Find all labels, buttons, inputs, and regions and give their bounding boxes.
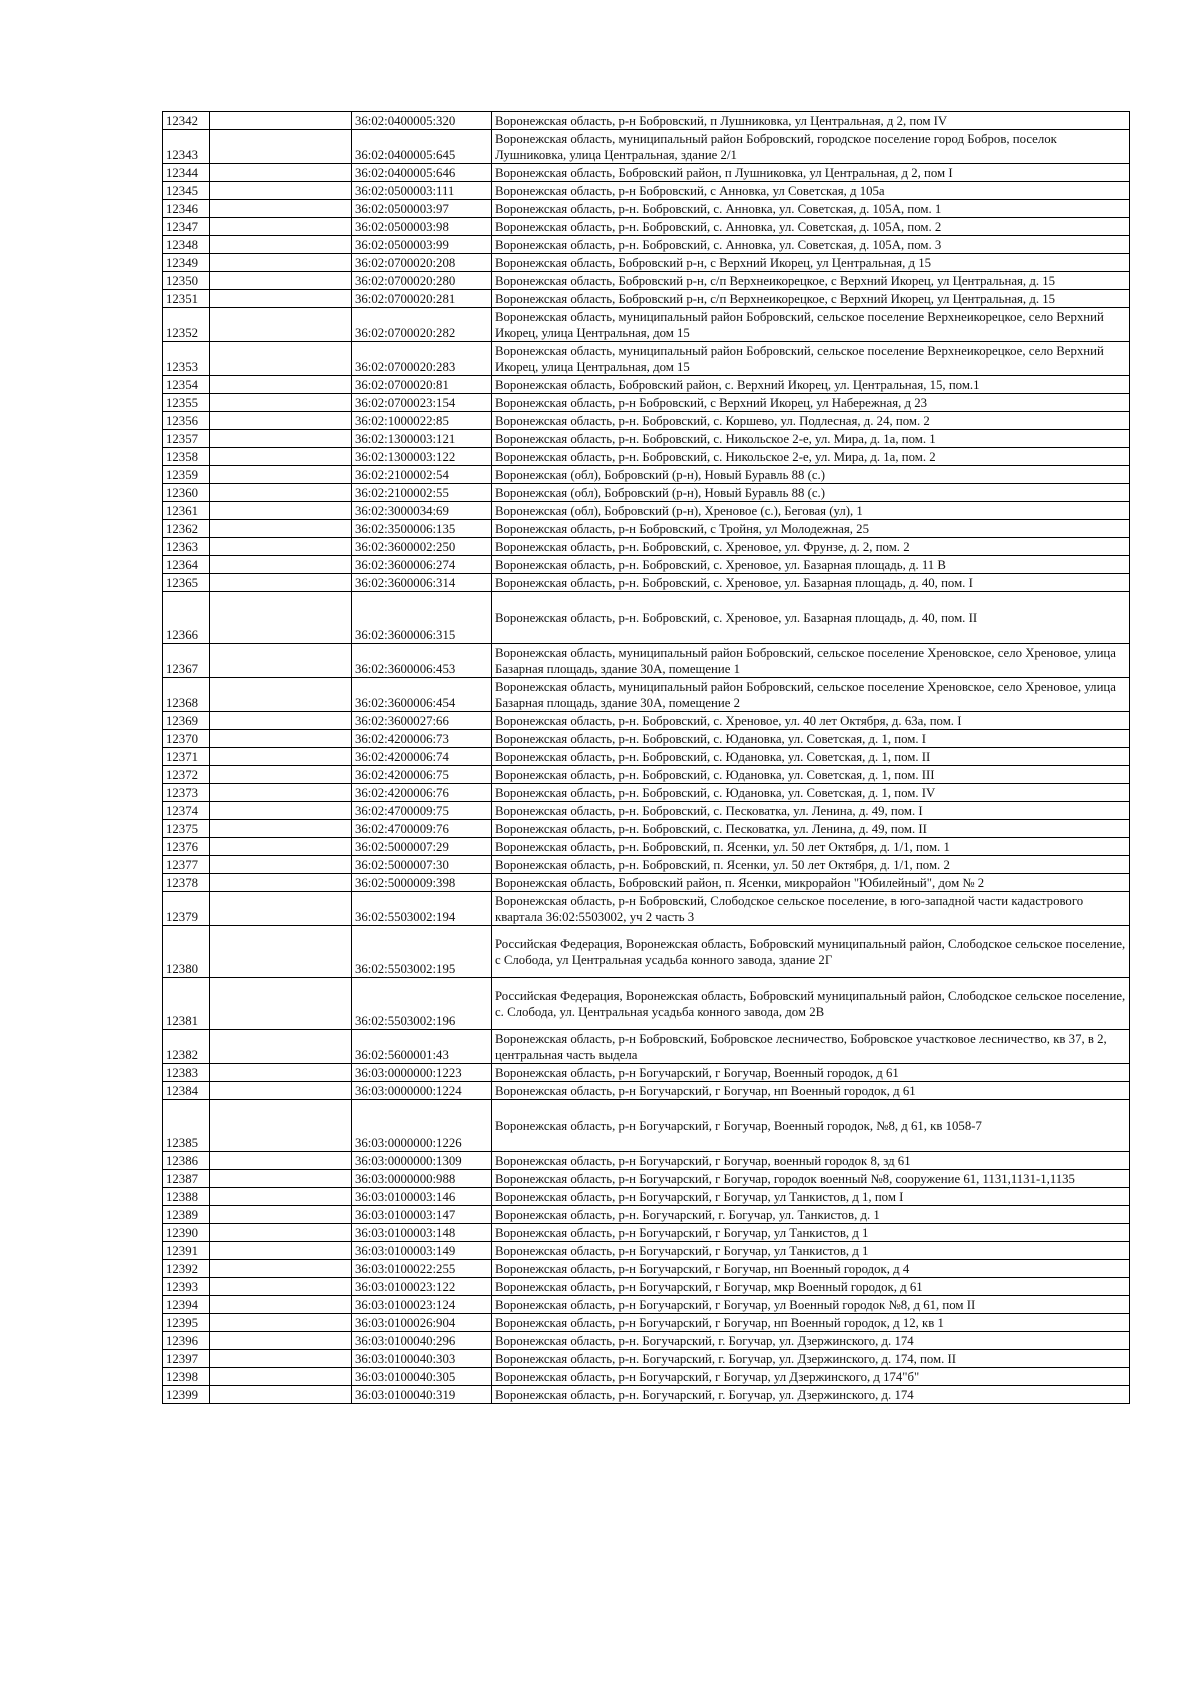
address-cell: Воронежская область, р-н Богучарский, г Богучар, городок военный №8, сооружение 61, 1131,1131-1,1135 <box>492 1170 1130 1188</box>
table-row <box>163 182 1130 200</box>
empty-cell <box>210 466 352 484</box>
cadastral-number-cell: 36:02:0400005:646 <box>352 164 492 182</box>
cadastral-number-cell: 36:03:0100023:124 <box>352 1296 492 1314</box>
table-row <box>163 236 1130 254</box>
table-row <box>163 412 1130 430</box>
row-number-cell: 12370 <box>163 730 210 748</box>
cadastral-number-cell: 36:02:5000009:398 <box>352 874 492 892</box>
empty-cell <box>210 892 352 926</box>
cadastral-number-cell: 36:02:5503002:195 <box>352 926 492 978</box>
cadastral-number-cell: 36:02:3600006:454 <box>352 678 492 712</box>
empty-cell <box>210 978 352 1030</box>
cadastral-number-cell: 36:02:0500003:97 <box>352 200 492 218</box>
address-cell: Воронежская область, р-н Богучарский, г Богучар, ул Танкистов, д 1, пом I <box>492 1188 1130 1206</box>
empty-cell <box>210 1152 352 1170</box>
table-row <box>163 342 1130 376</box>
cadastral-number-cell: 36:03:0100022:255 <box>352 1260 492 1278</box>
address-cell: Воронежская область, р-н. Бобровский, п. Ясенки, ул. 50 лет Октября, д. 1/1, пом. 2 <box>492 856 1130 874</box>
row-number-cell: 12397 <box>163 1350 210 1368</box>
row-number-cell: 12355 <box>163 394 210 412</box>
address-cell: Воронежская область, р-н. Бобровский, п. Ясенки, ул. 50 лет Октября, д. 1/1, пом. 1 <box>492 838 1130 856</box>
cadastral-number-cell: 36:02:0700020:280 <box>352 272 492 290</box>
table-row <box>163 978 1130 1030</box>
empty-cell <box>210 484 352 502</box>
row-number-cell: 12373 <box>163 784 210 802</box>
table-row <box>163 1332 1130 1350</box>
table-row <box>163 1100 1130 1152</box>
row-number-cell: 12358 <box>163 448 210 466</box>
table-row <box>163 892 1130 926</box>
empty-cell <box>210 712 352 730</box>
cadastral-number-cell: 36:03:0100003:147 <box>352 1206 492 1224</box>
row-number-cell: 12378 <box>163 874 210 892</box>
row-number-cell: 12383 <box>163 1064 210 1082</box>
row-number-cell: 12369 <box>163 712 210 730</box>
cadastral-number-cell: 36:02:4200006:75 <box>352 766 492 784</box>
row-number-cell: 12371 <box>163 748 210 766</box>
address-cell: Воронежская область, р-н Богучарский, г Богучар, Военный городок, №8, д 61, кв 1058-7 <box>492 1100 1130 1152</box>
row-number-cell: 12388 <box>163 1188 210 1206</box>
table-row <box>163 290 1130 308</box>
cadastral-number-cell: 36:02:2100002:54 <box>352 466 492 484</box>
cadastral-number-cell: 36:02:3600027:66 <box>352 712 492 730</box>
table-row <box>163 592 1130 644</box>
table-row <box>163 376 1130 394</box>
address-cell: Воронежская (обл), Бобровский (р-н), Новый Буравль 88 (с.) <box>492 466 1130 484</box>
cadastral-number-cell: 36:02:3600006:274 <box>352 556 492 574</box>
cadastral-number-cell: 36:02:3600006:315 <box>352 592 492 644</box>
address-cell: Воронежская область, р-н. Бобровский, с. Песковатка, ул. Ленина, д. 49, пом. I <box>492 802 1130 820</box>
row-number-cell: 12374 <box>163 802 210 820</box>
table-row <box>163 856 1130 874</box>
cadastral-number-cell: 36:02:0500003:98 <box>352 218 492 236</box>
cadastral-number-cell: 36:02:0700020:81 <box>352 376 492 394</box>
address-cell: Воронежская область, р-н Богучарский, г Богучар, ул Военный городок №8, д 61, пом II <box>492 1296 1130 1314</box>
address-cell: Воронежская область, р-н. Богучарский, г. Богучар, ул. Дзержинского, д. 174 <box>492 1332 1130 1350</box>
address-cell: Воронежская область, муниципальный район Бобровский, сельское поселение Верхнеикорецкое, село Верхний Икорец, улица Центральная, дом 15 <box>492 342 1130 376</box>
address-cell: Воронежская область, р-н Богучарский, г Богучар, нп Военный городок, д 61 <box>492 1082 1130 1100</box>
table-row <box>163 1314 1130 1332</box>
row-number-cell: 12398 <box>163 1368 210 1386</box>
address-cell: Воронежская область, р-н. Бобровский, с. Песковатка, ул. Ленина, д. 49, пом. II <box>492 820 1130 838</box>
empty-cell <box>210 1350 352 1368</box>
cadastral-number-cell: 36:02:5503002:194 <box>352 892 492 926</box>
table-row <box>163 926 1130 978</box>
cadastral-number-cell: 36:02:1300003:121 <box>352 430 492 448</box>
table-row <box>163 448 1130 466</box>
registry-table-body <box>163 112 1130 1404</box>
row-number-cell: 12352 <box>163 308 210 342</box>
empty-cell <box>210 342 352 376</box>
cadastral-number-cell: 36:02:3600006:314 <box>352 574 492 592</box>
empty-cell <box>210 1242 352 1260</box>
address-cell: Воронежская область, Бобровский р-н, с/п Верхнеикорецкое, с Верхний Икорец, ул Центральная, д. 15 <box>492 290 1130 308</box>
cadastral-number-cell: 36:02:0700020:208 <box>352 254 492 272</box>
table-row <box>163 784 1130 802</box>
address-cell: Воронежская область, р-н Бобровский, с Верхний Икорец, ул Набережная, д 23 <box>492 394 1130 412</box>
address-cell: Воронежская область, р-н Бобровский, с Анновка, ул Советская, д 105а <box>492 182 1130 200</box>
row-number-cell: 12391 <box>163 1242 210 1260</box>
empty-cell <box>210 200 352 218</box>
row-number-cell: 12393 <box>163 1278 210 1296</box>
cadastral-number-cell: 36:02:4700009:75 <box>352 802 492 820</box>
address-cell: Воронежская область, р-н Богучарский, г Богучар, мкр Военный городок, д 61 <box>492 1278 1130 1296</box>
cadastral-number-cell: 36:02:3000034:69 <box>352 502 492 520</box>
table-row <box>163 556 1130 574</box>
table-row <box>163 1206 1130 1224</box>
cadastral-number-cell: 36:03:0100003:148 <box>352 1224 492 1242</box>
table-row <box>163 820 1130 838</box>
empty-cell <box>210 1278 352 1296</box>
empty-cell <box>210 574 352 592</box>
empty-cell <box>210 112 352 130</box>
table-row <box>163 1350 1130 1368</box>
cadastral-number-cell: 36:02:1000022:85 <box>352 412 492 430</box>
address-cell: Воронежская область, р-н. Бобровский, с. Хреновое, ул. 40 лет Октября, д. 63а, пом. I <box>492 712 1130 730</box>
table-row <box>163 1242 1130 1260</box>
address-cell: Воронежская область, р-н Богучарский, г Богучар, Военный городок, д 61 <box>492 1064 1130 1082</box>
cadastral-number-cell: 36:02:0400005:645 <box>352 130 492 164</box>
address-cell: Воронежская область, р-н. Бобровский, с. Анновка, ул. Советская, д. 105А, пом. 3 <box>492 236 1130 254</box>
row-number-cell: 12385 <box>163 1100 210 1152</box>
empty-cell <box>210 1100 352 1152</box>
address-cell: Воронежская область, р-н. Богучарский, г. Богучар, ул. Танкистов, д. 1 <box>492 1206 1130 1224</box>
address-cell: Воронежская область, р-н. Бобровский, с. Анновка, ул. Советская, д. 105А, пом. 1 <box>492 200 1130 218</box>
empty-cell <box>210 1188 352 1206</box>
empty-cell <box>210 856 352 874</box>
empty-cell <box>210 1332 352 1350</box>
table-row <box>163 838 1130 856</box>
row-number-cell: 12365 <box>163 574 210 592</box>
address-cell: Воронежская область, р-н Богучарский, г Богучар, ул Танкистов, д 1 <box>492 1224 1130 1242</box>
empty-cell <box>210 448 352 466</box>
empty-cell <box>210 430 352 448</box>
table-row <box>163 112 1130 130</box>
row-number-cell: 12360 <box>163 484 210 502</box>
cadastral-number-cell: 36:02:0700020:281 <box>352 290 492 308</box>
address-cell: Воронежская область, р-н Богучарский, г Богучар, ул Танкистов, д 1 <box>492 1242 1130 1260</box>
table-row <box>163 1188 1130 1206</box>
cadastral-number-cell: 36:02:5600001:43 <box>352 1030 492 1064</box>
table-row <box>163 254 1130 272</box>
empty-cell <box>210 838 352 856</box>
empty-cell <box>210 784 352 802</box>
row-number-cell: 12399 <box>163 1386 210 1404</box>
cadastral-number-cell: 36:03:0000000:1224 <box>352 1082 492 1100</box>
cadastral-number-cell: 36:03:0100003:146 <box>352 1188 492 1206</box>
table-row <box>163 712 1130 730</box>
address-cell: Российская Федерация, Воронежская область, Бобровский муниципальный район, Слободское сельское поселение, с. Слобода, ул. Центральная усадьба конного завода, дом 2В <box>492 978 1130 1030</box>
table-row <box>163 308 1130 342</box>
table-row <box>163 802 1130 820</box>
row-number-cell: 12381 <box>163 978 210 1030</box>
table-row <box>163 502 1130 520</box>
empty-cell <box>210 218 352 236</box>
empty-cell <box>210 538 352 556</box>
address-cell: Воронежская область, р-н Богучарский, г Богучар, нп Военный городок, д 4 <box>492 1260 1130 1278</box>
registry-table <box>162 111 1130 1404</box>
empty-cell <box>210 1064 352 1082</box>
row-number-cell: 12351 <box>163 290 210 308</box>
address-cell: Воронежская область, р-н Бобровский, Бобровское лесничество, Бобровское участковое лесничество, кв 37, в 2, центральная часть выдела <box>492 1030 1130 1064</box>
empty-cell <box>210 644 352 678</box>
table-row <box>163 574 1130 592</box>
cadastral-number-cell: 36:03:0100023:122 <box>352 1278 492 1296</box>
empty-cell <box>210 748 352 766</box>
row-number-cell: 12376 <box>163 838 210 856</box>
cadastral-number-cell: 36:02:5000007:30 <box>352 856 492 874</box>
cadastral-number-cell: 36:02:0700020:282 <box>352 308 492 342</box>
table-row <box>163 874 1130 892</box>
empty-cell <box>210 236 352 254</box>
cadastral-number-cell: 36:02:2100002:55 <box>352 484 492 502</box>
empty-cell <box>210 502 352 520</box>
table-row <box>163 466 1130 484</box>
empty-cell <box>210 1386 352 1404</box>
table-row <box>163 1152 1130 1170</box>
empty-cell <box>210 1296 352 1314</box>
address-cell: Воронежская область, р-н. Бобровский, с. Коршево, ул. Подлесная, д. 24, пом. 2 <box>492 412 1130 430</box>
cadastral-number-cell: 36:02:5503002:196 <box>352 978 492 1030</box>
cadastral-number-cell: 36:02:4700009:76 <box>352 820 492 838</box>
empty-cell <box>210 182 352 200</box>
table-row <box>163 766 1130 784</box>
row-number-cell: 12382 <box>163 1030 210 1064</box>
table-row <box>163 430 1130 448</box>
address-cell: Воронежская область, р-н. Бобровский, с. Никольское 2-е, ул. Мира, д. 1а, пом. 2 <box>492 448 1130 466</box>
address-cell: Воронежская область, р-н Богучарский, г Богучар, нп Военный городок, д 12, кв 1 <box>492 1314 1130 1332</box>
row-number-cell: 12356 <box>163 412 210 430</box>
empty-cell <box>210 1260 352 1278</box>
empty-cell <box>210 394 352 412</box>
cadastral-number-cell: 36:02:0700020:283 <box>352 342 492 376</box>
cadastral-number-cell: 36:03:0100040:319 <box>352 1386 492 1404</box>
address-cell: Воронежская область, муниципальный район Бобровский, сельское поселение Хреновское, село Хреновое, улица Базарная площадь, здание 30А, помещение 2 <box>492 678 1130 712</box>
cadastral-number-cell: 36:03:0000000:1309 <box>352 1152 492 1170</box>
table-row <box>163 1224 1130 1242</box>
address-cell: Воронежская область, р-н. Богучарский, г. Богучар, ул. Дзержинского, д. 174 <box>492 1386 1130 1404</box>
row-number-cell: 12361 <box>163 502 210 520</box>
empty-cell <box>210 376 352 394</box>
table-row <box>163 644 1130 678</box>
row-number-cell: 12394 <box>163 1296 210 1314</box>
cadastral-number-cell: 36:02:4200006:73 <box>352 730 492 748</box>
empty-cell <box>210 926 352 978</box>
empty-cell <box>210 766 352 784</box>
row-number-cell: 12396 <box>163 1332 210 1350</box>
address-cell: Воронежская область, р-н. Бобровский, с. Никольское 2-е, ул. Мира, д. 1а, пом. 1 <box>492 430 1130 448</box>
table-row <box>163 1064 1130 1082</box>
table-row <box>163 272 1130 290</box>
row-number-cell: 12344 <box>163 164 210 182</box>
empty-cell <box>210 1206 352 1224</box>
row-number-cell: 12367 <box>163 644 210 678</box>
address-cell: Воронежская область, р-н. Бобровский, с. Юдановка, ул. Советская, д. 1, пом. IV <box>492 784 1130 802</box>
table-row <box>163 730 1130 748</box>
row-number-cell: 12343 <box>163 130 210 164</box>
empty-cell <box>210 412 352 430</box>
address-cell: Воронежская область, муниципальный район Бобровский, сельское поселение Хреновское, село Хреновое, улица Базарная площадь, здание 30А, помещение 1 <box>492 644 1130 678</box>
row-number-cell: 12345 <box>163 182 210 200</box>
row-number-cell: 12357 <box>163 430 210 448</box>
table-row <box>163 678 1130 712</box>
cadastral-number-cell: 36:02:4200006:74 <box>352 748 492 766</box>
row-number-cell: 12375 <box>163 820 210 838</box>
row-number-cell: 12386 <box>163 1152 210 1170</box>
row-number-cell: 12387 <box>163 1170 210 1188</box>
address-cell: Воронежская область, р-н Бобровский, п Лушниковка, ул Центральная, д 2, пом IV <box>492 112 1130 130</box>
table-row <box>163 1260 1130 1278</box>
address-cell: Воронежская область, р-н Бобровский, Слободское сельское поселение, в юго-западной части кадастрового квартала 36:02:5503002, уч 2 часть 3 <box>492 892 1130 926</box>
table-row <box>163 164 1130 182</box>
address-cell: Воронежская область, Бобровский район, с. Верхний Икорец, ул. Центральная, 15, пом.1 <box>492 376 1130 394</box>
address-cell: Воронежская область, р-н. Бобровский, с. Юдановка, ул. Советская, д. 1, пом. II <box>492 748 1130 766</box>
cadastral-number-cell: 36:02:0400005:320 <box>352 112 492 130</box>
address-cell: Воронежская область, р-н. Бобровский, с. Юдановка, ул. Советская, д. 1, пом. III <box>492 766 1130 784</box>
table-row <box>163 1082 1130 1100</box>
row-number-cell: 12392 <box>163 1260 210 1278</box>
table-row <box>163 484 1130 502</box>
row-number-cell: 12347 <box>163 218 210 236</box>
empty-cell <box>210 308 352 342</box>
row-number-cell: 12366 <box>163 592 210 644</box>
address-cell: Воронежская область, р-н. Богучарский, г. Богучар, ул. Дзержинского, д. 174, пом. II <box>492 1350 1130 1368</box>
address-cell: Воронежская область, Бобровский район, п. Ясенки, микрорайон "Юбилейный", дом № 2 <box>492 874 1130 892</box>
cadastral-number-cell: 36:02:0700023:154 <box>352 394 492 412</box>
cadastral-number-cell: 36:02:0500003:99 <box>352 236 492 254</box>
row-number-cell: 12380 <box>163 926 210 978</box>
cadastral-number-cell: 36:02:3600002:250 <box>352 538 492 556</box>
empty-cell <box>210 1368 352 1386</box>
address-cell: Воронежская область, р-н Богучарский, г Богучар, ул Дзержинского, д 174"б" <box>492 1368 1130 1386</box>
empty-cell <box>210 874 352 892</box>
table-row <box>163 130 1130 164</box>
empty-cell <box>210 556 352 574</box>
empty-cell <box>210 1082 352 1100</box>
table-row <box>163 1368 1130 1386</box>
table-row <box>163 1170 1130 1188</box>
empty-cell <box>210 164 352 182</box>
cadastral-number-cell: 36:02:3600006:453 <box>352 644 492 678</box>
address-cell: Воронежская область, р-н. Бобровский, с. Хреновое, ул. Базарная площадь, д. 11 В <box>492 556 1130 574</box>
empty-cell <box>210 290 352 308</box>
empty-cell <box>210 1224 352 1242</box>
address-cell: Воронежская область, муниципальный район Бобровский, сельское поселение Верхнеикорецкое, село Верхний Икорец, улица Центральная, дом 15 <box>492 308 1130 342</box>
row-number-cell: 12368 <box>163 678 210 712</box>
row-number-cell: 12379 <box>163 892 210 926</box>
table-row <box>163 1296 1130 1314</box>
empty-cell <box>210 1030 352 1064</box>
row-number-cell: 12342 <box>163 112 210 130</box>
cadastral-number-cell: 36:03:0100003:149 <box>352 1242 492 1260</box>
table-row <box>163 520 1130 538</box>
cadastral-number-cell: 36:03:0000000:1223 <box>352 1064 492 1082</box>
address-cell: Воронежская область, р-н. Бобровский, с. Анновка, ул. Советская, д. 105А, пом. 2 <box>492 218 1130 236</box>
table-row <box>163 1278 1130 1296</box>
row-number-cell: 12389 <box>163 1206 210 1224</box>
address-cell: Воронежская область, Бобровский р-н, с/п Верхнеикорецкое, с Верхний Икорец, ул Центральная, д. 15 <box>492 272 1130 290</box>
cadastral-number-cell: 36:02:0500003:111 <box>352 182 492 200</box>
cadastral-number-cell: 36:02:3500006:135 <box>352 520 492 538</box>
row-number-cell: 12377 <box>163 856 210 874</box>
row-number-cell: 12363 <box>163 538 210 556</box>
address-cell: Воронежская область, р-н. Бобровский, с. Хреновое, ул. Базарная площадь, д. 40, пом. II <box>492 592 1130 644</box>
address-cell: Воронежская область, Бобровский р-н, с Верхний Икорец, ул Центральная, д 15 <box>492 254 1130 272</box>
cadastral-number-cell: 36:03:0100040:296 <box>352 1332 492 1350</box>
empty-cell <box>210 592 352 644</box>
row-number-cell: 12390 <box>163 1224 210 1242</box>
address-cell: Воронежская область, р-н. Бобровский, с. Хреновое, ул. Базарная площадь, д. 40, пом. I <box>492 574 1130 592</box>
row-number-cell: 12395 <box>163 1314 210 1332</box>
table-row <box>163 200 1130 218</box>
cadastral-number-cell: 36:02:5000007:29 <box>352 838 492 856</box>
row-number-cell: 12353 <box>163 342 210 376</box>
address-cell: Воронежская область, р-н. Бобровский, с. Юдановка, ул. Советская, д. 1, пом. I <box>492 730 1130 748</box>
cadastral-number-cell: 36:03:0100040:305 <box>352 1368 492 1386</box>
table-row <box>163 1386 1130 1404</box>
empty-cell <box>210 130 352 164</box>
empty-cell <box>210 520 352 538</box>
cadastral-number-cell: 36:03:0100026:904 <box>352 1314 492 1332</box>
cadastral-number-cell: 36:03:0100040:303 <box>352 1350 492 1368</box>
cadastral-number-cell: 36:03:0000000:988 <box>352 1170 492 1188</box>
row-number-cell: 12350 <box>163 272 210 290</box>
address-cell: Воронежская область, муниципальный район Бобровский, городское поселение город Бобров, поселок Лушниковка, улица Центральная, здание 2/1 <box>492 130 1130 164</box>
cadastral-number-cell: 36:02:1300003:122 <box>352 448 492 466</box>
address-cell: Воронежская область, Бобровский район, п Лушниковка, ул Центральная, д 2, пом I <box>492 164 1130 182</box>
address-cell: Воронежская область, р-н Богучарский, г Богучар, военный городок 8, зд 61 <box>492 1152 1130 1170</box>
empty-cell <box>210 802 352 820</box>
table-row <box>163 1030 1130 1064</box>
cadastral-number-cell: 36:03:0000000:1226 <box>352 1100 492 1152</box>
row-number-cell: 12349 <box>163 254 210 272</box>
row-number-cell: 12354 <box>163 376 210 394</box>
row-number-cell: 12372 <box>163 766 210 784</box>
address-cell: Воронежская (обл), Бобровский (р-н), Хреновое (с.), Беговая (ул), 1 <box>492 502 1130 520</box>
row-number-cell: 12348 <box>163 236 210 254</box>
row-number-cell: 12362 <box>163 520 210 538</box>
empty-cell <box>210 820 352 838</box>
row-number-cell: 12364 <box>163 556 210 574</box>
table-row <box>163 218 1130 236</box>
address-cell: Воронежская область, р-н Бобровский, с Тройня, ул Молодежная, 25 <box>492 520 1130 538</box>
empty-cell <box>210 678 352 712</box>
empty-cell <box>210 254 352 272</box>
address-cell: Воронежская область, р-н. Бобровский, с. Хреновое, ул. Фрунзе, д. 2, пом. 2 <box>492 538 1130 556</box>
empty-cell <box>210 730 352 748</box>
table-row <box>163 748 1130 766</box>
empty-cell <box>210 272 352 290</box>
row-number-cell: 12346 <box>163 200 210 218</box>
row-number-cell: 12384 <box>163 1082 210 1100</box>
table-row <box>163 394 1130 412</box>
empty-cell <box>210 1314 352 1332</box>
empty-cell <box>210 1170 352 1188</box>
row-number-cell: 12359 <box>163 466 210 484</box>
cadastral-number-cell: 36:02:4200006:76 <box>352 784 492 802</box>
address-cell: Российская Федерация, Воронежская область, Бобровский муниципальный район, Слободское сельское поселение, с Слобода, ул Центральная усадьба конного завода, здание 2Г <box>492 926 1130 978</box>
address-cell: Воронежская (обл), Бобровский (р-н), Новый Буравль 88 (с.) <box>492 484 1130 502</box>
table-row <box>163 538 1130 556</box>
